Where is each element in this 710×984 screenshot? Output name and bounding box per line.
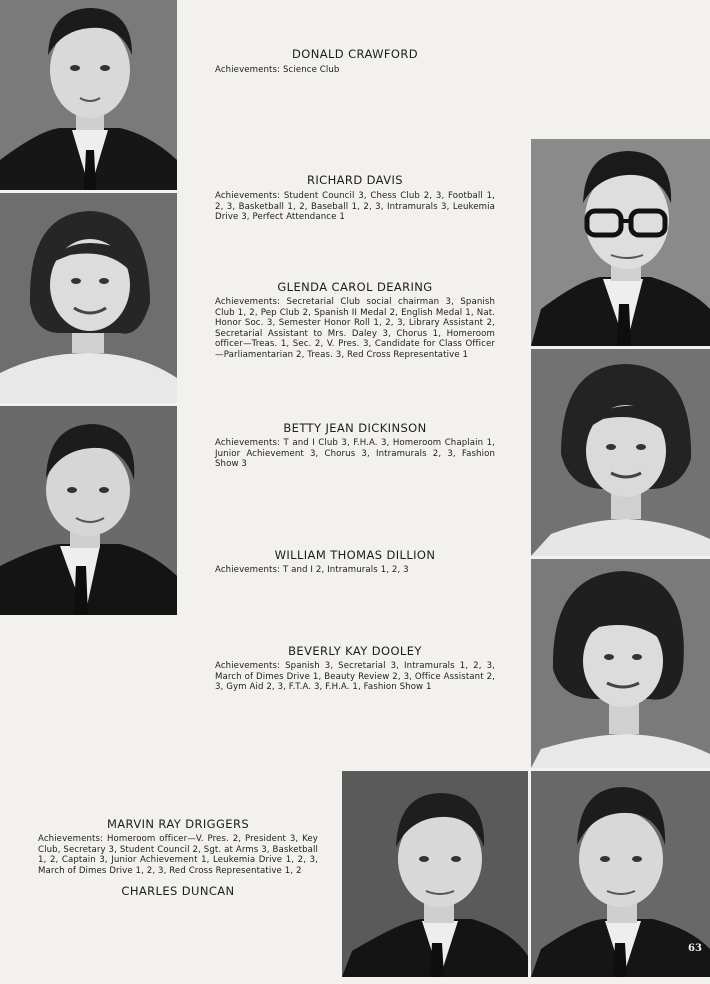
achievements-label: Achievements: (215, 661, 281, 671)
portrait-photo-glenda-dearing (0, 193, 177, 403)
student-name: MARVIN RAY DRIGGERS (106, 817, 250, 831)
male-portrait-glasses-icon (531, 139, 710, 346)
student-name: CHARLES DUNCAN (121, 884, 235, 898)
student-achievements (215, 297, 495, 361)
achievements-label: Achievements: (215, 65, 281, 75)
student-name: GLENDA CAROL DEARING (277, 280, 433, 294)
portrait-photo-richard-davis (531, 139, 710, 346)
portrait-photo-charles-duncan (531, 771, 710, 977)
student-achievements (215, 65, 495, 76)
female-portrait-icon (0, 193, 177, 403)
portrait-photo-marvin-driggers (342, 771, 528, 977)
male-portrait-icon (342, 771, 528, 977)
student-achievements (215, 438, 495, 470)
student-name: RICHARD DAVIS (307, 173, 403, 187)
portrait-photo-beverly-dooley (531, 559, 710, 768)
achievements-label: Achievements: (215, 565, 281, 575)
achievements-text: Student Council 3, Chess Club 2, 3, Football 1, 2, 3, Basketball 1, 2, Baseball 1, 2, 3, Intramurals 3, Leukemia Drive 3, Perfect Attendance 1 (215, 191, 495, 223)
page-number: 63 (688, 943, 702, 954)
achievements-label: Achievements: (215, 191, 281, 201)
portrait-photo-donald-crawford (0, 0, 177, 190)
portrait-photo-betty-dickinson (531, 349, 710, 556)
student-achievements (215, 661, 495, 693)
student-name: DONALD CRAWFORD (292, 47, 418, 61)
student-name: WILLIAM THOMAS DILLION (274, 548, 436, 562)
achievements-label: Achievements: (215, 297, 281, 307)
achievements-text: Secretarial Club social chairman 3, Spanish Club 1, 2, Pep Club 2, Spanish II Medal 2, English Medal 1, Nat. Honor Soc. 3, Semester Honor Roll 1, 2, 3, Library Assistant 2, Secretarial Assistant to Mrs. Daley 3, Chorus 1, Homeroom officer—Treas. 1, Sec. 2, V. Pres. 3, Candidate for Class Officer—Parliamentarian 2, Treas. 3, Red Cross Representative 1 (215, 297, 495, 360)
student-achievements (215, 565, 495, 576)
achievements-label: Achievements: (38, 834, 104, 844)
male-portrait-icon (531, 771, 710, 977)
male-portrait-icon (0, 0, 177, 190)
female-portrait-icon (531, 349, 710, 556)
achievements-text: T and I 2, Intramurals 1, 2, 3 (282, 565, 409, 575)
female-portrait-icon (531, 559, 710, 768)
achievements-text: Science Club (282, 65, 340, 75)
achievements-text: Homeroom officer—V. Pres. 2, President 3, Key Club, Secretary 3, Student Council 2, Sgt. at Arms 3, Basketball 1, 2, Captain 3, Junior Achievement 1, Leukemia Drive 1, 2, 3, March of Dimes Drive 1, 2, 3, Red Cross Representative 1, 2 (38, 834, 318, 876)
achievements-text: Spanish 3, Secretarial 3, Intramurals 1, 2, 3, March of Dimes Drive 1, Beauty Review 2, 3, Office Assistant 2, 3, Gym Aid 2, 3, F.T.A. 3, F.H.A. 1, Fashion Show 1 (215, 661, 495, 693)
male-portrait-icon (0, 406, 177, 615)
portrait-photo-william-dillion (0, 406, 177, 615)
achievements-text: T and I Club 3, F.H.A. 3, Homeroom Chaplain 1, Junior Achievement 3, Chorus 3, Intramurals 2, 3, Fashion Show 3 (215, 438, 495, 470)
student-achievements (215, 191, 495, 223)
student-name: BETTY JEAN DICKINSON (283, 421, 427, 435)
achievements-label: Achievements: (215, 438, 281, 448)
student-achievements (38, 834, 318, 876)
student-name: BEVERLY KAY DOOLEY (288, 644, 422, 658)
